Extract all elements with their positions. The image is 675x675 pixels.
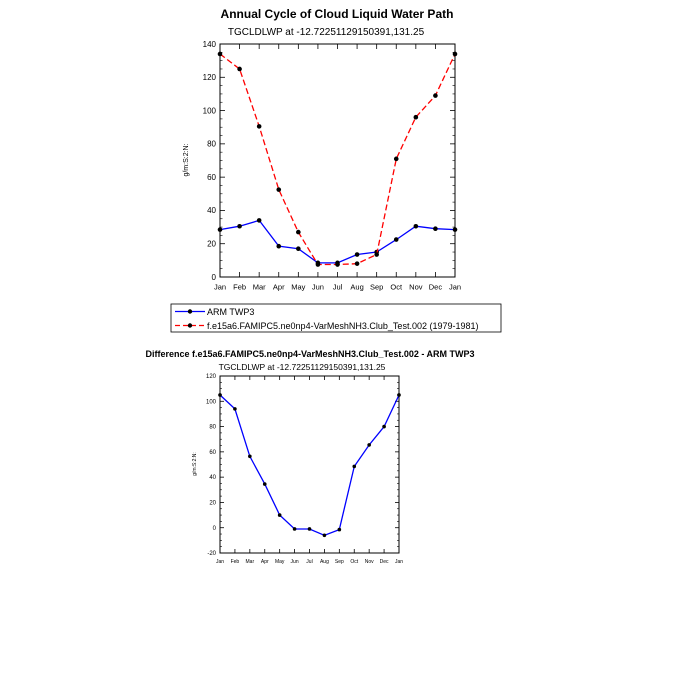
x-tick-label: Nov bbox=[409, 282, 423, 292]
x-tick-label: Jul bbox=[332, 282, 343, 292]
data-point-0 bbox=[382, 425, 386, 429]
difference-chart-subtitle: TGCLDLWP at -12.72251129150391,131.25 bbox=[218, 362, 386, 372]
data-point-0 bbox=[233, 407, 237, 411]
x-tick-label: May bbox=[291, 282, 306, 292]
data-point-0 bbox=[414, 224, 419, 229]
y-axis-label: g/m:S:2:N: bbox=[183, 143, 190, 177]
y-tick-label: 80 bbox=[207, 139, 216, 149]
x-tick-label: Jan bbox=[213, 282, 227, 292]
x-tick-label: May bbox=[274, 559, 285, 565]
annual-cycle-chart bbox=[183, 7, 461, 292]
data-point-0 bbox=[257, 218, 262, 223]
x-tick-label: Mar bbox=[245, 559, 255, 565]
difference-plot-area bbox=[206, 374, 403, 565]
x-tick-label: Jun bbox=[311, 282, 324, 292]
y-tick-label: 20 bbox=[209, 500, 216, 507]
x-tick-label: Apr bbox=[260, 559, 269, 565]
data-point-0 bbox=[338, 528, 342, 532]
data-point-0 bbox=[308, 527, 312, 531]
data-point-0 bbox=[352, 465, 356, 469]
x-tick-label: Aug bbox=[319, 559, 329, 565]
data-point-1 bbox=[276, 187, 281, 192]
data-point-1 bbox=[296, 230, 301, 235]
plot-frame bbox=[220, 44, 455, 277]
x-tick-label: Oct bbox=[390, 282, 403, 292]
difference-y-axis-label: g/m:S:2:N: bbox=[192, 452, 198, 476]
y-tick-label: 100 bbox=[205, 399, 216, 406]
x-tick-label: Jul bbox=[306, 559, 313, 565]
legend-marker-model bbox=[188, 323, 192, 327]
data-point-1 bbox=[394, 157, 399, 162]
plot-frame bbox=[220, 376, 399, 553]
data-point-1 bbox=[218, 52, 223, 57]
chart-title: Annual Cycle of Cloud Liquid Water Path bbox=[220, 7, 454, 21]
data-point-1 bbox=[257, 124, 262, 129]
x-tick-label: Feb bbox=[233, 282, 247, 292]
y-tick-label: 60 bbox=[209, 449, 216, 456]
x-tick-label: Feb bbox=[230, 559, 240, 565]
x-tick-label: Aug bbox=[350, 282, 364, 292]
y-tick-label: 120 bbox=[202, 73, 216, 83]
series-line-0 bbox=[220, 395, 399, 535]
data-point-0 bbox=[433, 226, 438, 231]
legend-marker-arm bbox=[188, 309, 192, 313]
x-tick-label: Jan bbox=[448, 282, 462, 292]
data-point-1 bbox=[374, 252, 379, 257]
data-point-0 bbox=[367, 443, 371, 447]
x-tick-label: Jun bbox=[290, 559, 299, 565]
series-line-1 bbox=[220, 54, 455, 265]
data-point-0 bbox=[218, 227, 223, 232]
x-tick-label: Nov bbox=[364, 559, 374, 565]
y-tick-label: 80 bbox=[209, 424, 216, 431]
chart-subtitle: TGCLDLWP at -12.72251129150391,131.25 bbox=[227, 27, 425, 38]
legend-label-arm: ARM TWP3 bbox=[207, 307, 255, 317]
x-tick-label: Jan bbox=[394, 559, 404, 565]
series-line-0 bbox=[220, 220, 455, 263]
y-tick-label: 140 bbox=[202, 39, 216, 49]
y-tick-label: 40 bbox=[207, 206, 216, 216]
data-point-0 bbox=[453, 227, 458, 232]
data-point-1 bbox=[316, 262, 321, 267]
legend bbox=[171, 304, 501, 332]
difference-chart bbox=[145, 349, 474, 565]
data-point-0 bbox=[355, 252, 360, 257]
data-point-0 bbox=[248, 454, 252, 458]
data-point-0 bbox=[394, 237, 399, 242]
data-point-1 bbox=[414, 115, 419, 120]
y-tick-label: 0 bbox=[212, 525, 216, 532]
data-point-1 bbox=[335, 262, 340, 267]
plot-area bbox=[203, 40, 461, 292]
x-tick-label: Jan bbox=[215, 559, 225, 565]
y-tick-label: 100 bbox=[202, 106, 216, 116]
data-point-0 bbox=[293, 527, 297, 531]
x-tick-label: Apr bbox=[272, 282, 285, 292]
x-tick-label: Mar bbox=[252, 282, 266, 292]
data-point-0 bbox=[218, 393, 222, 397]
y-tick-label: 120 bbox=[205, 374, 216, 381]
legend-label-model: f.e15a6.FAMIPC5.ne0np4-VarMeshNH3.Club_Test.002 (1979-1981) bbox=[207, 321, 479, 331]
data-point-0 bbox=[397, 393, 401, 397]
y-tick-label: 0 bbox=[211, 272, 216, 282]
x-tick-label: Dec bbox=[379, 559, 389, 565]
data-point-0 bbox=[296, 246, 301, 251]
data-point-0 bbox=[323, 534, 327, 538]
difference-chart-title: Difference f.e15a6.FAMIPC5.ne0np4-VarMeshNH3.Club_Test.002 - ARM TWP3 bbox=[145, 349, 475, 359]
data-point-0 bbox=[263, 482, 267, 486]
data-point-0 bbox=[276, 244, 281, 249]
x-tick-label: Oct bbox=[350, 559, 359, 565]
data-point-0 bbox=[278, 513, 282, 517]
data-point-1 bbox=[453, 52, 458, 57]
data-point-0 bbox=[237, 224, 242, 229]
data-point-1 bbox=[433, 93, 438, 98]
y-tick-label: 20 bbox=[207, 239, 216, 249]
data-point-1 bbox=[237, 67, 242, 72]
x-tick-label: Sep bbox=[369, 282, 384, 292]
y-tick-label: 40 bbox=[209, 475, 216, 482]
y-tick-label: 60 bbox=[207, 172, 216, 182]
x-tick-label: Dec bbox=[428, 282, 443, 292]
x-tick-label: Sep bbox=[334, 559, 344, 565]
y-tick-label: -20 bbox=[207, 551, 216, 558]
data-point-1 bbox=[355, 261, 360, 266]
